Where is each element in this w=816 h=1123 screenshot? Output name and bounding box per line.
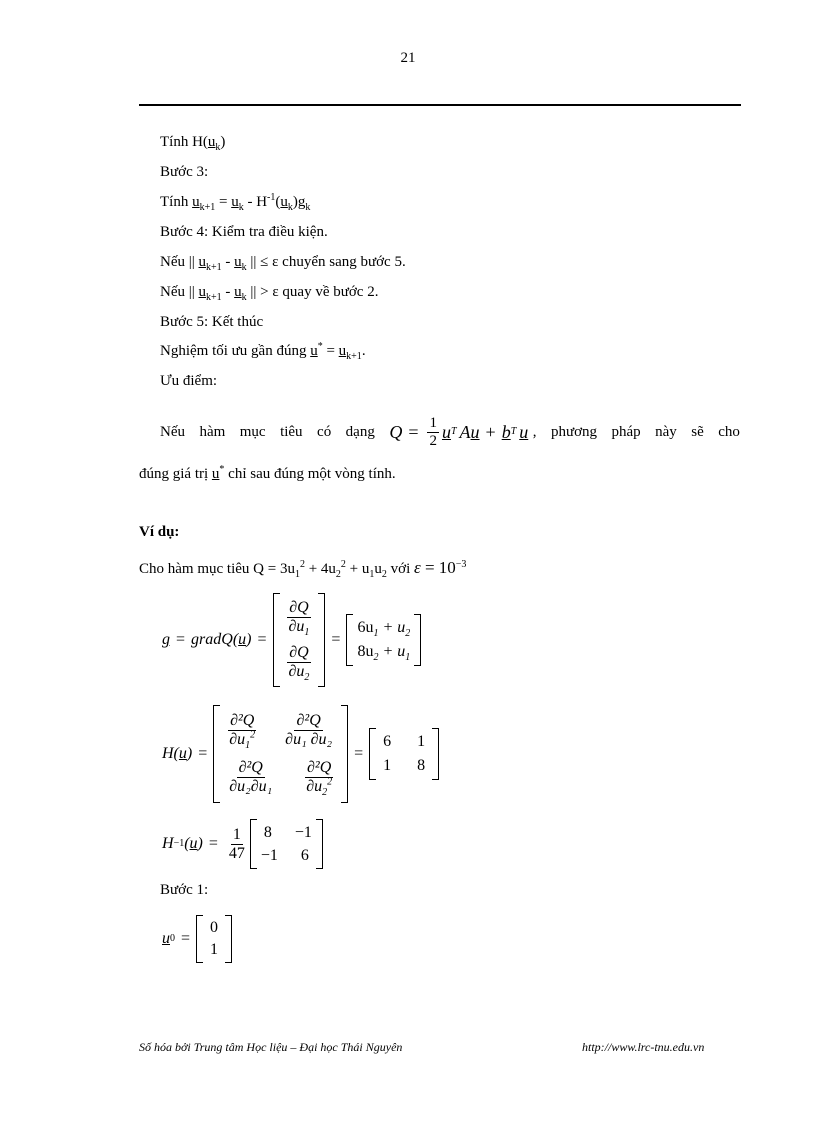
step3-heading: Bước 3: bbox=[160, 164, 209, 180]
example-heading: Ví dụ: bbox=[139, 524, 180, 540]
inverse-hessian-equation: H −1 ( u ) = $\frac{1}{47}$ 8 −1 −1 6 bbox=[162, 818, 323, 870]
hessian-equation: H( u ) = $\frac{\text{∂²Q}}{\partial u_1^2}$ $\frac{\text{∂²Q}}{\text{∂u₁ ∂u₂}}$ $\frac{\text{∂²Q}}{\text{∂u₂∂u₁}}$ $\frac{\text{∂²Q}}{\partial u_2^2}$ = 6 1 1 8 bbox=[162, 704, 439, 804]
step-compute-hessian: Tính $H(u_k)$ bbox=[160, 134, 226, 153]
hessian-partials-matrix: $\frac{\text{∂²Q}}{\partial u_1^2}$ $\frac{\text{∂²Q}}{\text{∂u₁ ∂u₂}}$ $\frac{\text{∂²Q}}{\text{∂u₂∂u₁}}$ $\frac{\text{∂²Q}}{\partial u_2^2}$ bbox=[213, 705, 348, 803]
footer-url[interactable]: http://www.lrc-tnu.edu.vn bbox=[582, 1040, 705, 1054]
gradient-result-matrix: $6u_1 + u_2$ $8u_2 + u_1$ bbox=[346, 614, 421, 666]
initial-point-equation: u 0 = 0 1 bbox=[162, 914, 232, 964]
inverse-hessian-matrix: 8 −1 −1 6 bbox=[250, 819, 323, 869]
footer-source: Số hóa bởi Trung tâm Học liệu – Đại học Thái Nguyên bbox=[139, 1040, 403, 1054]
optimal-solution: Nghiệm tối ưu gần đúng $u^* = u_{k+1}$. bbox=[160, 341, 366, 362]
header-rule bbox=[139, 104, 741, 106]
condition-not-converged: Nếu || $u_{k+1} - u_k$ || > ε quay về bước 2. bbox=[160, 284, 379, 303]
advantage-paragraph-line1: Nếu hàm mục tiêu có dạng Q = $\frac{1}{2}$ u T A u + b T u , phương pháp này sẽ cho bbox=[160, 415, 740, 449]
page-number: 21 bbox=[400, 50, 416, 66]
gradient-equation: g = gradQ( u ) = $\frac{\partial Q}{\partial u_1}$ $\frac{\partial Q}{\partial u_2}$ = $6u_1 + u_2$ $8u_2 + u_1$ bbox=[162, 592, 421, 688]
advantage-paragraph-line2: đúng giá trị u* chỉ sau đúng một vòng tính. bbox=[139, 464, 396, 482]
quadratic-form-formula: Q = $\frac{1}{2}$ u T A u + b T u bbox=[389, 415, 529, 449]
initial-point-vector: 0 1 bbox=[196, 915, 232, 963]
step3-update-formula: Tính $u_{k+1} = u_k - H^{-1}(u_k)g_k$ bbox=[160, 192, 311, 213]
advantage-heading: Ưu điểm: bbox=[160, 373, 218, 389]
example-objective: Cho hàm mục tiêu $Q = 3u_1^2 + 4u_2^2 + u_1u_2$ với $\varepsilon = 10^{-3}$ bbox=[139, 558, 467, 580]
condition-converged: Nếu || $u_{k+1} - u_k$ || ≤ ε chuyển sang bước 5. bbox=[160, 254, 406, 273]
hessian-result-matrix: 6 1 1 8 bbox=[369, 728, 439, 780]
gradient-partials-matrix: $\frac{\partial Q}{\partial u_1}$ $\frac{\partial Q}{\partial u_2}$ bbox=[273, 593, 326, 687]
step1-heading: Bước 1: bbox=[160, 882, 209, 898]
step5-heading: Bước 5: Kết thúc bbox=[160, 314, 264, 330]
step4-heading: Bước 4: Kiểm tra điều kiện. bbox=[160, 224, 328, 240]
